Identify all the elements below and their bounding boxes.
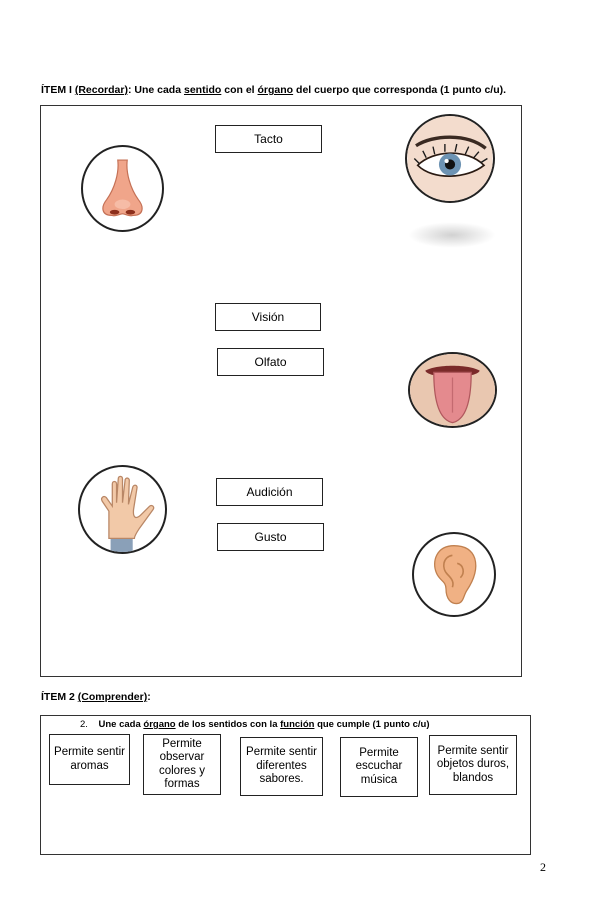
item1-word2: órgano	[257, 84, 294, 96]
item2-colon: :	[147, 691, 151, 703]
eye-image[interactable]	[405, 114, 495, 203]
page-number: 2	[540, 860, 546, 874]
hand-image[interactable]	[78, 465, 167, 554]
instruction-number: 2.	[80, 719, 88, 730]
sense-box-olfato[interactable]: Olfato	[217, 348, 324, 376]
instruction-part1: Une cada	[98, 719, 144, 730]
eye-icon	[407, 116, 493, 201]
function-box-objetos[interactable]: Permite sentir objetos duros, blandos	[429, 735, 517, 795]
item1-heading	[41, 84, 506, 96]
instruction-part3: que cumple (1 punto c/u)	[314, 719, 430, 730]
sense-box-audicion[interactable]: Audición	[216, 478, 323, 506]
function-box-colores[interactable]: Permite observar colores y formas	[143, 734, 221, 795]
item2-instruction	[80, 719, 430, 730]
nose-icon	[83, 147, 162, 230]
item1-part2: con el	[221, 84, 258, 96]
ear-image[interactable]	[412, 532, 496, 617]
item2-heading	[41, 691, 151, 703]
item1-verb: (Recordar)	[74, 84, 128, 96]
item2-verb: (Comprender)	[77, 691, 148, 703]
function-box-aromas[interactable]: Permite sentir aromas	[49, 734, 130, 785]
ear-icon	[414, 534, 494, 615]
sense-box-gusto[interactable]: Gusto	[217, 523, 324, 551]
item1-prefix: ÍTEM I	[41, 84, 75, 96]
item1-word1: sentido	[183, 84, 222, 96]
function-box-sabores[interactable]: Permite sentir diferentes sabores.	[240, 737, 323, 796]
tongue-icon	[410, 354, 495, 426]
instruction-word1: órgano	[143, 719, 176, 730]
nose-image[interactable]	[81, 145, 164, 232]
sense-box-vision[interactable]: Visión	[215, 303, 321, 331]
item1-part3: del cuerpo que corresponda (1 punto c/u).	[293, 84, 507, 96]
eye-shadow	[408, 222, 496, 248]
hand-icon	[80, 467, 165, 552]
item1-part1: : Une cada	[127, 84, 184, 96]
instruction-word2: función	[280, 719, 315, 730]
item2-prefix: ÍTEM 2	[41, 691, 78, 703]
instruction-part2: de los sentidos con la	[175, 719, 281, 730]
function-box-musica[interactable]: Permite escuchar música	[340, 737, 418, 797]
tongue-image[interactable]	[408, 352, 497, 428]
sense-box-tacto[interactable]: Tacto	[215, 125, 322, 153]
